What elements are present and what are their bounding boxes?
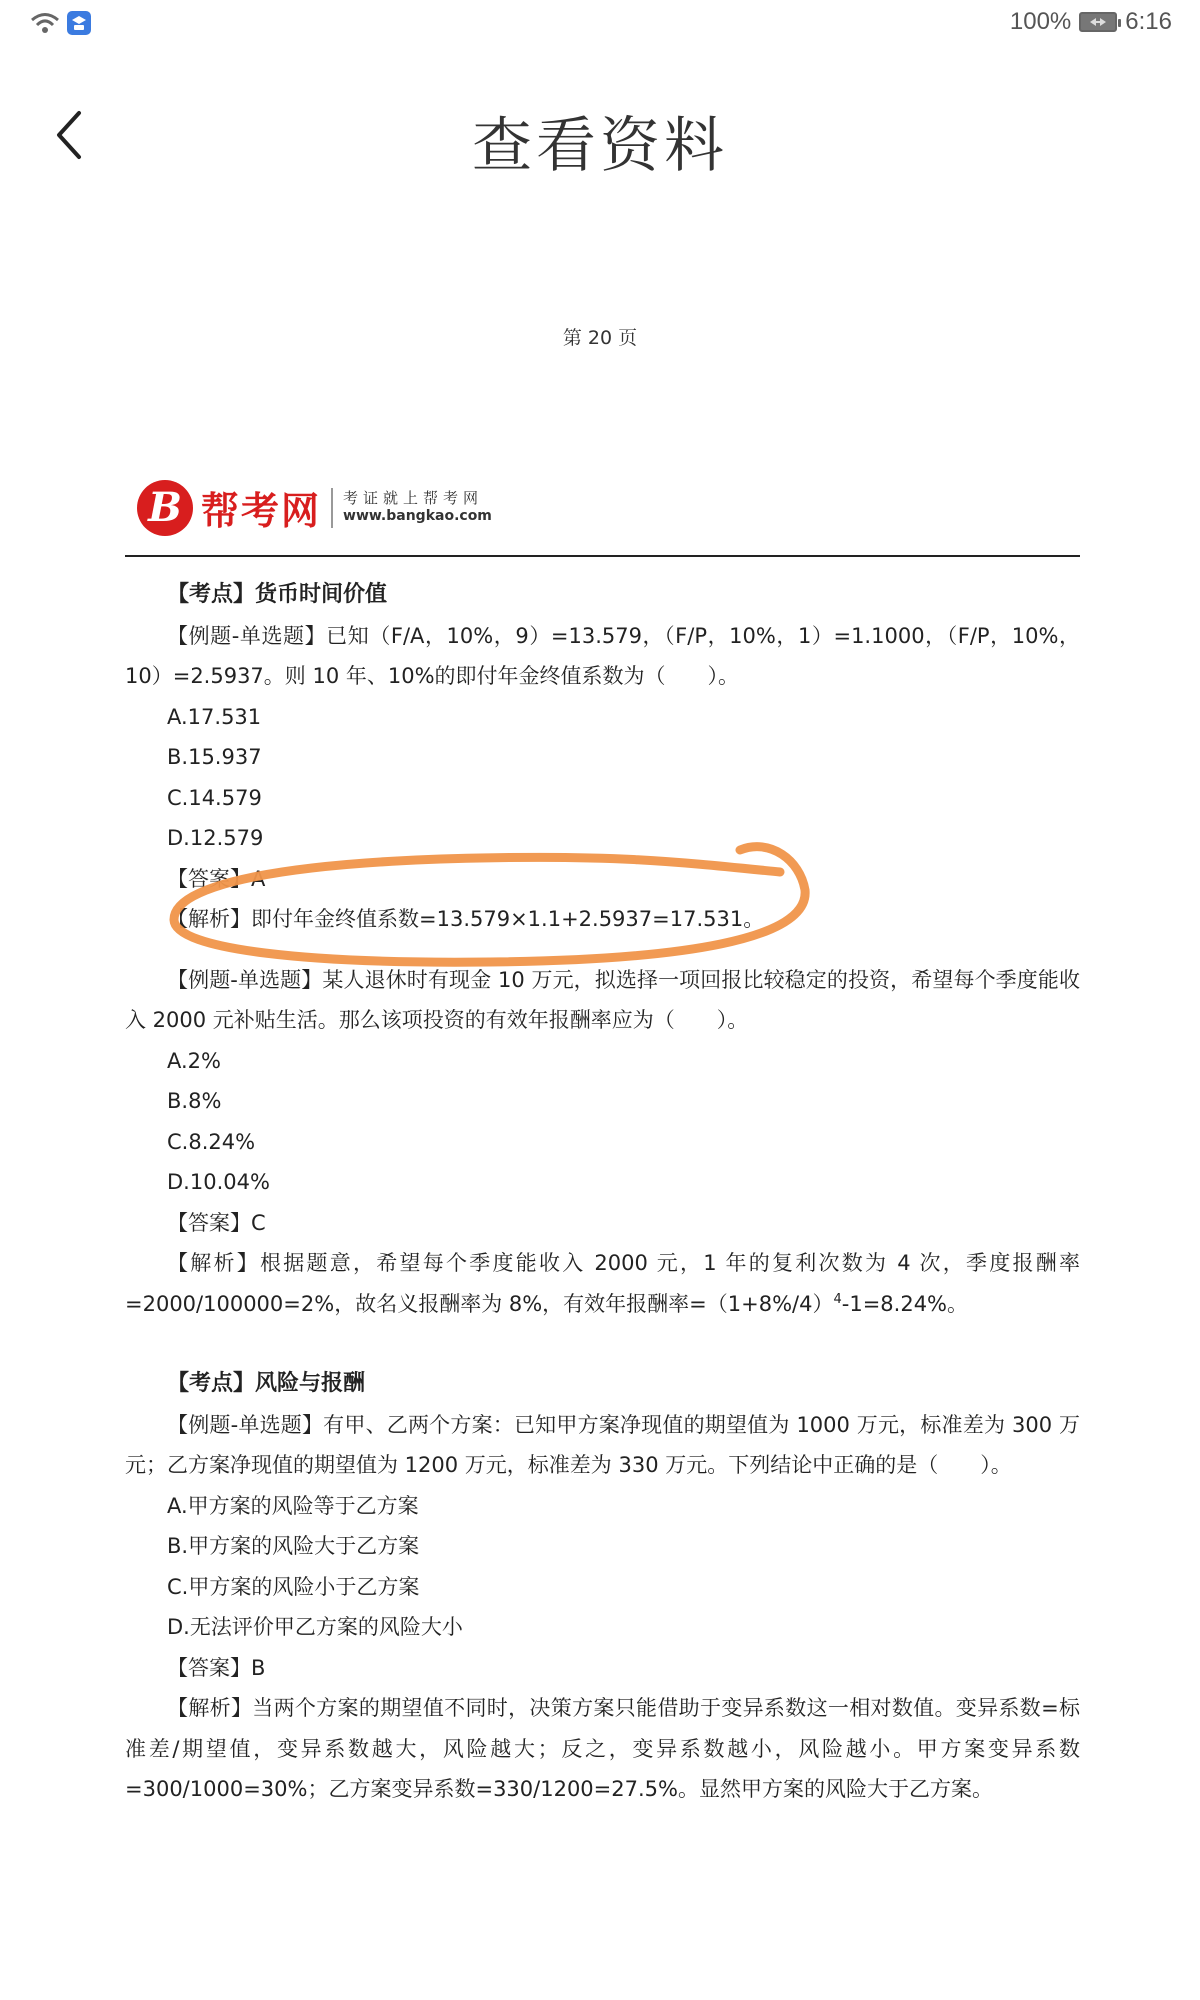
page-number: 第 20 页: [562, 327, 638, 349]
status-left-icons: [30, 10, 92, 40]
wifi-icon: [30, 11, 60, 39]
status-bar: [0, 0, 1200, 50]
page-title: 查看资料: [472, 111, 728, 181]
answer: 【答案】C: [167, 1210, 266, 1235]
option-d: D.10.04%: [167, 1170, 270, 1194]
option-d: D.12.579: [167, 826, 264, 850]
logo-mark: B: [137, 480, 193, 536]
spacer: [125, 1324, 1080, 1364]
logo-url: www.bangkao.com: [343, 508, 492, 525]
option-b: B.15.937: [167, 745, 262, 769]
logo-name: 帮考网: [201, 489, 322, 533]
battery-percent: 100%: [1009, 8, 1072, 35]
option-a: A.2%: [167, 1048, 221, 1073]
logo-slogan: 考证就上帮考网: [343, 489, 484, 508]
answer: 【答案】B: [167, 1655, 266, 1680]
question-stem: 【例题-单选题】有甲、乙两个方案：已知甲方案净现值的期望值为 1000 万元，标准差为 300 万元；乙方案净现值的期望值为 1200 万元，标准差为 330 万元。下列结论中正确的是（ ）。: [125, 1412, 1080, 1477]
logo-tagline: [343, 489, 492, 525]
analysis-text-end: -1=8.24%。: [841, 1291, 969, 1316]
section-heading: 【考点】货币时间价值: [167, 582, 388, 607]
analysis: 【解析】即付年金终值系数=13.579×1.1+2.5937=17.531。: [167, 907, 765, 931]
option-a: A.17.531: [167, 704, 262, 729]
option-b: B.甲方案的风险大于乙方案: [167, 1534, 420, 1558]
answer: 【答案】A: [167, 866, 266, 891]
option-c: C.8.24%: [167, 1129, 256, 1154]
option-b: B.8%: [167, 1089, 222, 1113]
clock: 6:16: [1125, 8, 1172, 35]
option-c: C.14.579: [167, 785, 262, 810]
question-stem: 【例题-单选题】已知（F/A，10%，9）=13.579，（F/P，10%，1）=1.1000，（F/P，10%，10）=2.5937。则 10 年、10%的即付年金终值系数为（ ）。: [125, 623, 1080, 688]
app-header: [0, 90, 1200, 190]
option-a: A.甲方案的风险等于乙方案: [167, 1493, 419, 1518]
spacer: [125, 940, 1080, 960]
header-rule: [125, 555, 1080, 557]
analysis: [125, 1243, 1080, 1324]
option-c: C.甲方案的风险小于乙方案: [167, 1574, 420, 1599]
battery-icon: [1079, 12, 1117, 32]
document-body: [125, 575, 1080, 1810]
status-right: [1010, 8, 1172, 36]
analysis-text: 【解析】根据题意，希望每个季度能收入 2000 元，1 年的复利次数为 4 次，季度报酬率=2000/100000=2%，故名义报酬率为 8%，有效年报酬率=（1+8%/4）: [125, 1251, 1080, 1316]
document-logo: [125, 475, 1080, 540]
question-stem: 【例题-单选题】某人退休时有现金 10 万元，拟选择一项回报比较稳定的投资，希望每个季度能收入 2000 元补贴生活。那么该项投资的有效年报酬率应为（ ）。: [125, 967, 1080, 1032]
analysis: 【解析】当两个方案的期望值不同时，决策方案只能借助于变异系数这一相对数值。变异系数=标准差/期望值，变异系数越大，风险越大；反之，变异系数越小，风险越小。甲方案变异系数=300/1000=30%；乙方案变异系数=330/1200=27.5%。显然甲方案的风险大于乙方案。: [125, 1696, 1080, 1801]
option-d: D.无法评价甲乙方案的风险大小: [167, 1615, 463, 1639]
section-heading: 【考点】风险与报酬: [167, 1371, 366, 1396]
document-page: [125, 475, 1080, 1810]
app-notification-icon: [66, 10, 92, 40]
logo-divider: [331, 488, 333, 528]
exponent: 4: [833, 1291, 842, 1307]
